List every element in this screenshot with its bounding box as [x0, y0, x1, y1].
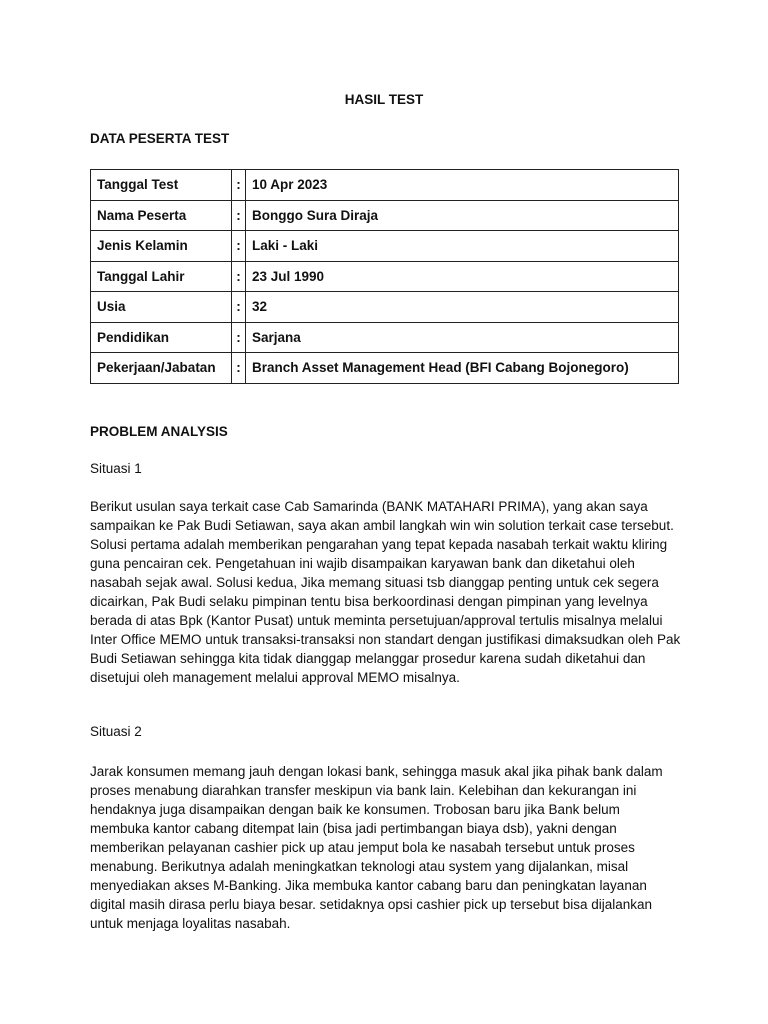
- table-row: [91, 170, 679, 201]
- row-value: 32: [246, 292, 679, 323]
- participant-data-heading: DATA PESERTA TEST: [90, 131, 230, 146]
- row-colon: :: [232, 353, 246, 384]
- row-label: Pekerjaan/Jabatan: [91, 353, 232, 384]
- row-colon: :: [232, 261, 246, 292]
- row-value: Laki - Laki: [246, 231, 679, 262]
- participant-data-table: [90, 169, 679, 384]
- row-label: Nama Peserta: [91, 200, 232, 231]
- row-colon: :: [232, 231, 246, 262]
- table-row: [91, 261, 679, 292]
- row-colon: :: [232, 170, 246, 201]
- row-colon: :: [232, 292, 246, 323]
- row-value: Bonggo Sura Diraja: [246, 200, 679, 231]
- problem-analysis-heading: PROBLEM ANALYSIS: [90, 424, 228, 439]
- row-label: Jenis Kelamin: [91, 231, 232, 262]
- table-row: [91, 322, 679, 353]
- table-row: [91, 292, 679, 323]
- row-label: Usia: [91, 292, 232, 323]
- situation-2-text: Jarak konsumen memang jauh dengan lokasi bank, sehingga masuk akal jika pihak bank dalam proses menabung diarahkan transfer meskipun via bank lain. Kelebihan dan kekurangan ini hendaknya juga disampaikan dengan baik ke konsumen. Trobosan baru jika Bank belum membuka kantor cabang ditempat lain (bisa jadi pertimbangan biaya dsb), yakni dengan memberikan pelayanan cashier pick up atau jemput bola ke nasabah tersebut untuk proses menabung. Berikutnya adalah meningkatkan teknologi atau system yang dijalankan, misal menyediakan akses M-Banking. Jika membuka kantor cabang baru dan peningkatan layanan digital masih dirasa perlu biaya besar. setidaknya opsi cashier pick up tersebut bisa dijalankan untuk menjaga loyalitas nasabah.: [90, 764, 663, 931]
- table-row: [91, 231, 679, 262]
- row-value: 23 Jul 1990: [246, 261, 679, 292]
- row-colon: :: [232, 322, 246, 353]
- row-value: Sarjana: [246, 322, 679, 353]
- situation-2-title: Situasi 2: [90, 724, 142, 739]
- table-row: [91, 353, 679, 384]
- table-row: [91, 200, 679, 231]
- row-colon: :: [232, 200, 246, 231]
- row-value: Branch Asset Management Head (BFI Cabang Bojonegoro): [246, 353, 679, 384]
- situation-1-text: Berikut usulan saya terkait case Cab Samarinda (BANK MATAHARI PRIMA), yang akan saya sampaikan ke Pak Budi Setiawan, saya akan ambil langkah win win solution terkait case tersebut. Solusi pertama adalah memberikan pengarahan yang tepat kepada nasabah terkait waktu kliring guna pencairan cek. Pengetahuan ini wajib disampaikan karyawan bank dan diketahui oleh nasabah sejak awal. Solusi kedua, Jika memang situasi tsb dianggap penting untuk cek segera dicairkan, Pak Budi selaku pimpinan tentu bisa berkoordinasi dengan pimpinan yang levelnya berada di atas Bpk (Kantor Pusat) untuk meminta persetujuan/approval tertulis misalnya melalui Inter Office MEMO untuk transaksi-transaksi non standart dengan justifikasi dimaksudkan oleh Pak Budi Setiawan sehingga kita tidak dianggap melanggar prosedur karena sudah diketahui dan disetujui oleh management melalui approval MEMO misalnya.: [90, 499, 681, 685]
- row-label: Tanggal Lahir: [91, 261, 232, 292]
- row-label: Pendidikan: [91, 322, 232, 353]
- row-value: 10 Apr 2023: [246, 170, 679, 201]
- row-label: Tanggal Test: [91, 170, 232, 201]
- situation-1-title: Situasi 1: [90, 461, 142, 476]
- document-title: HASIL TEST: [344, 92, 424, 107]
